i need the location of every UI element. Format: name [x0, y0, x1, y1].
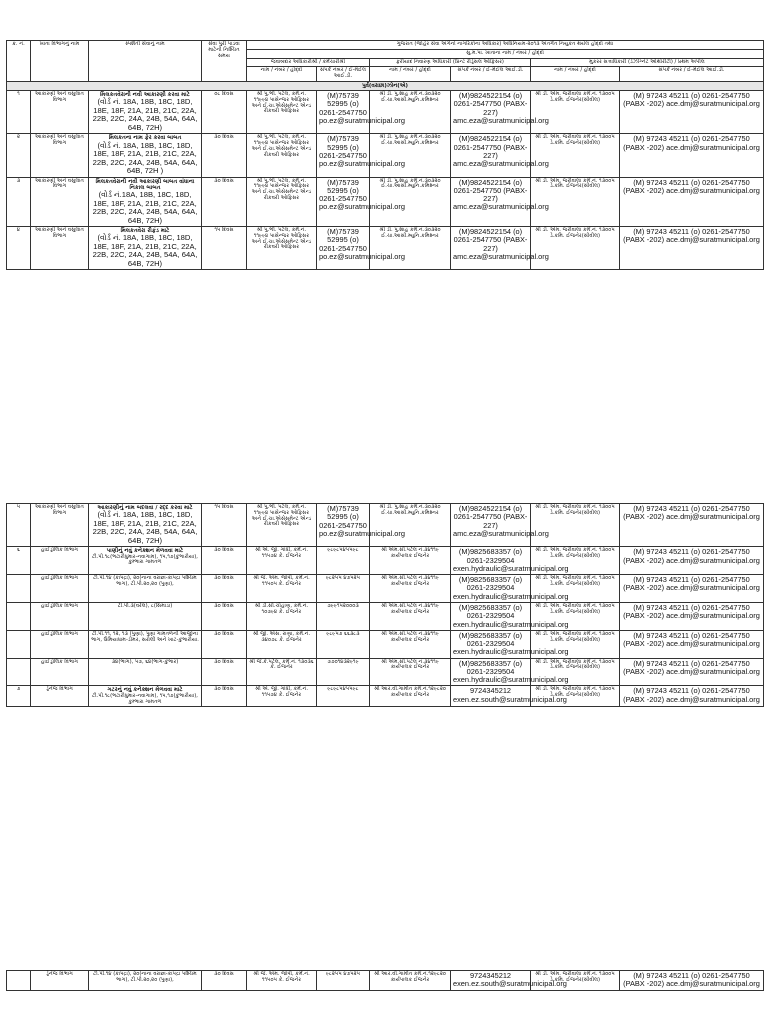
service-title: પાણીનું નવું કનેક્શન મેળવવા માટે: [106, 548, 184, 555]
cell-time: ૩૦ દિવસ: [202, 971, 247, 991]
cell-grievance-name: શ્રી આર.વી.ગામીત કર્મ.નં.૧૨૯૮૨૦ કાર્યપાલક ઈજનેર: [370, 971, 451, 991]
cell-designated-name: શ્રી ડી. એમ. જરીવાલા કર્મ.નં. ૧૩૦૦૫ ડે.કમિ. ઈજનેર(સીવીલ): [531, 602, 620, 630]
cell-responsible-contact: ૭૯૯૧૫૨૦૦૦૩: [317, 602, 370, 630]
cell-designated-name: શ્રી ડી. એમ. જરીવાલા કર્મ.નં. ૧૩૦૦૫ ડે.કમિ. ઈજનેર(સીવીલ): [531, 134, 620, 177]
cell-sr: ૨: [7, 134, 31, 177]
header-contact: સંપર્ક નંબર / ઈ-મેઈલ આઈ.ડી.: [620, 67, 764, 82]
cell-sr: [7, 658, 31, 686]
cell-designated-contact: (M) 97243 45211 (o) 0261-2547750 (PABX -202) ace.dmj@suratmunicipal.org: [620, 686, 764, 707]
rti-table-block: [6, 970, 764, 991]
cell-designated-name: શ્રી ડી. એમ. જરીવાલા કર્મ.નં. ૧૩૦૦૫ ડે.કમિ. ઈજનેર(સીવીલ): [531, 504, 620, 547]
cell-time: ૦૮ દિવસ: [202, 91, 247, 134]
cell-grievance-name: શ્રી ડી. પુ.શાહ કર્મ.નં.૩૦૩૨૦ ઈ.ચા.આસી.મ્યુનિ.કમિશ્નર: [370, 504, 451, 547]
cell-grievance-contact: (M)9824522154 (o) 0261-2547750 (PABX- 227) amc.eza@suratmunicipal.org: [451, 177, 531, 227]
cell-time: ૩૦ દિવસ: [202, 686, 247, 707]
cell-designated-contact: (M) 97243 45211 (o) 0261-2547750 (PABX -202) ace.dmj@suratmunicipal.org: [620, 658, 764, 686]
cell-service: [89, 227, 202, 270]
cell-designated-name: શ્રી ડી. એમ. જરીવાલા કર્મ.નં. ૧૩૦૦૫ ડે.કમિ. ઈજનેર(સીવીલ): [531, 971, 620, 991]
cell-responsible-name: શ્રી પુ.ભી. પટેલ, કર્મ.નં. ૧૧૯૯૪ પાસેન્જર ઓફિસર અને ઈ.ચા.એસેસમેન્ટ એન્ડ રીકવરી ઓફિસર: [247, 227, 317, 270]
cell-grievance-contact: (M)9824522154 (o) 0261-2547750 (PABX- 227) amc.eza@suratmunicipal.org: [451, 227, 531, 270]
cell-grievance-name: શ્રી ડી. પુ.શાહ કર્મ.નં.૩૦૩૨૦ ઈ.ચા.આસી.મ્યુનિ.કમિશ્નર: [370, 134, 451, 177]
cell-responsible-name: શ્રી જી. એસ. રાણા, કર્મ.નં. ૩૪૦૭૮ કે. ઈજનેર: [247, 630, 317, 658]
cell-grievance-contact: (M)9825683357 (o) 0261-2329504 exen.hydraulic@suratmunicipal.org: [451, 602, 531, 630]
cell-responsible-contact: (M)75739 52995 (o) 0261-2547750 po.ez@suratmunicipal.org: [317, 91, 370, 134]
header-subtitle: સુ.મ.પા. ખાતાના નામ / નંબર / હોદ્દો: [247, 49, 764, 58]
header-title: ગુજરાત (જાહેર સેવા અંગેનો નાગરિકોના અધિકાર) અધિનિયમ-૨૦૧૩ અંતર્ગત નિયુકત થયેલ હોદ્દો તથા: [247, 41, 764, 50]
cell-time: ૩૦ દિવસ: [202, 547, 247, 575]
cell-designated-contact: (M) 97243 45211 (o) 0261-2547750 (PABX -202) ace.dmj@suratmunicipal.org: [620, 227, 764, 270]
rti-table-block: [6, 503, 764, 707]
header-name: નામ / નંબર / હોદ્દો: [370, 67, 451, 82]
cell-grievance-name: શ્રી આર.વી.ગામીત કર્મ.નં.૧૨૯૮૨૦ કાર્યપાલક ઈજનેર: [370, 686, 451, 707]
cell-grievance-name: શ્રી એમ.સી.પટેલ નં.૩૪૧૧૯ કાર્યપાલક ઈજનેર: [370, 658, 451, 686]
table-row: [7, 658, 764, 686]
cell-responsible-contact: ૯૮૯૮૫૪૫૫૯૮: [317, 547, 370, 575]
cell-designated-name: શ્રી ડી. એમ. જરીવાલા કર્મ.નં. ૧૩૦૦૫ ડે.કમિ. ઈજનેર(સીવીલ): [531, 630, 620, 658]
cell-responsible-name: શ્રી એ. જી. ગાંધી, કર્મ.નં. ૧૧૫૭૪ કે. ઈજનેર: [247, 547, 317, 575]
cell-designated-contact: (M) 97243 45211 (o) 0261-2547750 (PABX -202) ace.dmj@suratmunicipal.org: [620, 971, 764, 991]
cell-grievance-name: શ્રી એમ.સી.પટેલ નં.૩૪૧૧૯ કાર્યપાલક ઈજનેર: [370, 630, 451, 658]
rti-table-block: [6, 90, 764, 270]
cell-time: ૧૫ દિવસ: [202, 227, 247, 270]
cell-responsible-contact: ૯૮૨૫૫ ૪૭૫૨૫: [317, 971, 370, 991]
cell-department: આકારણી અને વસુલાત વિભાગ: [31, 504, 89, 547]
header-designated: મુકરર સત્તાધિકારી (ડેઝીગ્નેટ ઓથોરીટી) / પ્રથમ અપીલ: [531, 58, 764, 67]
cell-designated-name: શ્રી ડી. એમ. જરીવાલા કર્મ.નં. ૧૩૦૦૫ ડે.કમિ. ઈજનેર(સીવીલ): [531, 575, 620, 603]
cell-grievance-contact: (M)9825683357 (o) 0261-2329504 exen.hydraulic@suratmunicipal.org: [451, 547, 531, 575]
cell-time: ૩૦ દિવસ: [202, 177, 247, 227]
cell-designated-name: શ્રી ડી. એમ. જરીવાલા કર્મ.નં. ૧૩૦૦૫ ડે.કમિ. ઈજનેર(સીવીલ): [531, 177, 620, 227]
cell-grievance-name: શ્રી ડી. પુ.શાહ કર્મ.નં.૩૦૩૨૦ ઈ.ચા.આસી.મ્યુનિ.કમિશ્નર: [370, 91, 451, 134]
cell-time: ૩૦ દિવસ: [202, 658, 247, 686]
cell-department: હાઈડ્રોલિક વિભાગ: [31, 658, 89, 686]
service-area: ટી.પી.૧૪ (કાપદ્રા), ૨૦(નાના વરાછા-કાપદ્રા પશ્ચિમ ભાગ), ટી.પી.૨૦,૨૦ (પુણા),: [93, 971, 197, 983]
cell-sr: [7, 575, 31, 603]
cell-grievance-contact: (M)9824522154 (o) 0261-2547750 (PABX- 227) amc.eza@suratmunicipal.org: [451, 504, 531, 547]
table-row: [7, 504, 764, 547]
cell-sr: [7, 971, 31, 991]
cell-department: આકારણી અને વસુલાત વિભાગ: [31, 91, 89, 134]
cell-sr: [7, 602, 31, 630]
table-row: [7, 177, 764, 227]
cell-grievance-contact: (M)9825683357 (o) 0261-2329504 exen.hydraulic@suratmunicipal.org: [451, 630, 531, 658]
cell-designated-name: શ્રી ડી. એમ. જરીવાલા કર્મ.નં. ૧૩૦૦૫ ડે.કમિ. ઈજનેર(સીવીલ): [531, 658, 620, 686]
cell-service: [89, 504, 202, 547]
service-wards: (વોર્ડ નં.18A, 18B, 18C, 18D, 18E, 18F, 21A, 21B, 21C, 22A, 22B, 22C, 24A, 24B, 54A, 64A, 64B, 72H): [92, 190, 198, 225]
cell-sr: [7, 630, 31, 658]
table-row: [7, 227, 764, 270]
service-wards: (વોર્ડ નં. 18A, 18B, 18C, 18D, 18E, 18F, 21A, 21B, 21C, 22A, 22B, 22C, 24A, 24B, 54A, 64A, 64B, 72H): [92, 97, 198, 132]
header-name: નામ / નંબર / હોદ્દો: [247, 67, 317, 82]
table-row: [7, 602, 764, 630]
cell-designated-contact: (M) 97243 45211 (o) 0261-2547750 (PABX -202) ace.dmj@suratmunicipal.org: [620, 630, 764, 658]
service-title: મિલકતવેરાની નવી આકારણી બાબત વાંધાના નિકાલ બાબત: [95, 178, 195, 191]
cell-grievance-name: શ્રી એમ.સી.પટેલ નં.૩૪૧૧૯ કાર્યપાલક ઈજનેર: [370, 575, 451, 603]
cell-time: ૩૦ દિવસ: [202, 602, 247, 630]
service-area: ટી.પી.૧૮(ભટારીધુમાર-નવાગામ), ૧૫,૧૭(કુંભારીયા), કુમ્ભારા ગામતળ: [92, 692, 198, 705]
cell-designated-contact: (M) 97243 45211 (o) 0261-2547750 (PABX -202) ace.dmj@suratmunicipal.org: [620, 602, 764, 630]
cell-designated-contact: (M) 97243 45211 (o) 0261-2547750 (PABX -202) ace.dmj@suratmunicipal.org: [620, 504, 764, 547]
cell-service: [89, 630, 202, 658]
cell-service: [89, 134, 202, 177]
header-time: સેવા પુરી પાડવા માટેની નિશ્ચિત સમય: [202, 41, 247, 82]
cell-department: આકારણી અને વસુલાત વિભાગ: [31, 227, 89, 270]
cell-designated-contact: (M) 97243 45211 (o) 0261-2547750 (PABX -202) ace.dmj@suratmunicipal.org: [620, 177, 764, 227]
cell-sr: ૬: [7, 547, 31, 575]
header-grievance: ફરીયાદ નિવારણ અધિકારી (પ્રિન્ટ રીડ્રેસલ ઓફિસર): [370, 58, 531, 67]
cell-grievance-name: શ્રી ડી. પુ.શાહ કર્મ.નં.૩૦૩૨૦ ઈ.ચા.આસી.મ્યુનિ.કમિશ્નર: [370, 227, 451, 270]
cell-designated-name: શ્રી ડી. એમ. જરીવાલા કર્મ.નં. ૧૩૦૦૫ ડે.કમિ. ઈજનેર(સીવીલ): [531, 686, 620, 707]
cell-responsible-name: શ્રી પુ.ભી. પટેલ, કર્મ.નં. ૧૧૯૯૪ પાસેન્જર ઓફિસર અને ઈ.ચા.એસેસમેન્ટ એન્ડ રીકવરી ઓફિસર: [247, 134, 317, 177]
table-row: [7, 630, 764, 658]
cell-department: ડ્રેનેજ વિભાગ: [31, 686, 89, 707]
cell-responsible-name: શ્રી જે.કે.પટેલ, કર્મ.નં. ૧૩૦૩૬ કે. ઈજનેર: [247, 658, 317, 686]
cell-service: [89, 91, 202, 134]
cell-responsible-name: શ્રી ડી.સી.ચૌહાણ, કર્મ.નં. ૧૦૭૯૪ કે. ઈજનેર: [247, 602, 317, 630]
header-department: ખાતા વિભાગનું નામ: [31, 41, 89, 82]
cell-time: ૩૦ દિવસ: [202, 630, 247, 658]
cell-grievance-contact: 9724345212 exen.ez.south@suratmunicipal.org: [451, 686, 531, 707]
cell-time: ૧૫ દિવસ: [202, 504, 247, 547]
cell-time: ૩૦ દિવસ: [202, 134, 247, 177]
cell-service: [89, 602, 202, 630]
cell-sr: ૩: [7, 177, 31, 227]
service-wards: (વોર્ડ નં. 18A, 18B, 18C, 18D, 18E, 18F, 21A, 21B, 21C, 22A, 22B, 22C, 24A, 24B, 54A, 64A, 64B, 72H ): [92, 140, 198, 175]
header-contact: સંપર્ક નંબર / ઈ-મેઈલ આઈ.ડી.: [451, 67, 531, 82]
cell-responsible-name: શ્રી જે. એમ. જાષી, કર્મ.નં. ૧૧૫૦૫ કે. ઈજનેર: [247, 575, 317, 603]
cell-responsible-contact: ૯૮૯૫૭ ૬૬૩૮૩: [317, 630, 370, 658]
cell-department: હાઈડ્રોલિક વિભાગ: [31, 602, 89, 630]
service-area: ટી.પી.૧૪ (કાપદ્રા), ૨૦(નાના વરાછા-કાપદ્રા પશ્ચિમ ભાગ), ટી.પી.૨૦,૨૦ (પુણા),: [93, 575, 197, 587]
cell-grievance-name: શ્રી એમ.સી.પટેલ નં.૩૪૧૧૯ કાર્યપાલક ઈજનેર: [370, 547, 451, 575]
service-title: મિલકતવેરા રીફંડ માટે: [120, 228, 170, 234]
service-title: આકારણીનું નામ બદલવા / રદ્દ કરવા માટે: [97, 505, 193, 511]
cell-department: હાઈડ્રોલિક વિભાગ: [31, 630, 89, 658]
cell-responsible-contact: ૭૭૦૧૪૩૨૯૧૯: [317, 658, 370, 686]
cell-department: ડ્રેનેજ વિભાગ: [31, 971, 89, 991]
cell-responsible-contact: (M)75739 52995 (o) 0261-2547750 po.ez@suratmunicipal.org: [317, 227, 370, 270]
header-name: નામ / નંબર / હોદ્દો: [531, 67, 620, 82]
cell-responsible-name: શ્રી એ. જી. ગાંધી, કર્મ.નં. ૧૧૫૭૪ કે. ઈજનેર: [247, 686, 317, 707]
cell-responsible-contact: (M)75739 52995 (o) 0261-2547750 po.ez@suratmunicipal.org: [317, 177, 370, 227]
cell-responsible-contact: (M)75739 52995 (o) 0261-2547750 po.ez@suratmunicipal.org: [317, 504, 370, 547]
cell-designated-name: શ્રી ડી. એમ. જરીવાલા કર્મ.નં. ૧૩૦૦૫ ડે.કમિ. ઈજનેર(સીવીલ): [531, 547, 620, 575]
cell-time: ૩૦ દિવસ: [202, 575, 247, 603]
service-area: ટી.પી.૧૮(ભટારીધુમાર-નવાગામ), ૧૫,૧૭(કુંભારીયા), કુમ્ભારા ગામતળ: [92, 553, 198, 566]
cell-sr: ૪: [7, 227, 31, 270]
cell-designated-contact: (M) 97243 45211 (o) 0261-2547750 (PABX -202) ace.dmj@suratmunicipal.org: [620, 575, 764, 603]
cell-designated-contact: (M) 97243 45211 (o) 0261-2547750 (PABX -202) ace.dmj@suratmunicipal.org: [620, 547, 764, 575]
cell-department: હાઈડ્રોલિક વિભાગ: [31, 547, 89, 575]
service-wards: (વોર્ડ નં. 18A, 18B, 18C, 18D, 18E, 18F, 21A, 21B, 21C, 22A, 22B, 22C, 24A, 24B, 54A, 64A, 64B, 72H): [92, 233, 198, 268]
cell-responsible-contact: ૯૮૯૮૫૪૫૫૯૮: [317, 686, 370, 707]
header-responsible: જવાબદાર અધિકારીશ્રી / કર્મચારીશ્રી: [247, 58, 370, 67]
cell-sr: ૫: [7, 504, 31, 547]
header-contact: સંપર્ક નંબર / ઈ-મેઈલ આઈ.ડી.: [317, 67, 370, 82]
cell-service: [89, 575, 202, 603]
table-row: [7, 686, 764, 707]
cell-grievance-name: શ્રી ડી. પુ.શાહ કર્મ.નં.૩૦૩૨૦ ઈ.ચા.આસી.મ્યુનિ.કમિશ્નર: [370, 177, 451, 227]
cell-grievance-contact: (M)9824522154 (o) 0261-2547750 (PABX- 227) amc.eza@suratmunicipal.org: [451, 91, 531, 134]
cell-responsible-name: શ્રી પુ.ભી. પટેલ, કર્મ.નં. ૧૧૯૯૪ પાસેન્જર ઓફિસર અને ઈ.ચા.એસેસમેન્ટ એન્ડ રીકવરી ઓફિસર: [247, 91, 317, 134]
cell-service: [89, 971, 202, 991]
cell-service: [89, 177, 202, 227]
cell-grievance-contact: (M)9824522154 (o) 0261-2547750 (PABX- 227) amc.eza@suratmunicipal.org: [451, 134, 531, 177]
service-title: મિલકતના નામ ફેર કરવા બાબત: [108, 135, 182, 142]
cell-service: [89, 686, 202, 707]
table-row: [7, 971, 764, 991]
section-title: પુર્વ(વરાછા)ઝોન(એ): [7, 82, 764, 91]
table-row: [7, 575, 764, 603]
cell-designated-contact: (M) 97243 45211 (o) 0261-2547750 (PABX -202) ace.dmj@suratmunicipal.org: [620, 134, 764, 177]
cell-grievance-contact: 9724345212 exen.ez.south@suratmunicipal.org: [451, 971, 531, 991]
cell-department: હાઈડ્રોલિક વિભાગ: [31, 575, 89, 603]
header-row-1: [7, 41, 764, 50]
cell-designated-contact: (M) 97243 45211 (o) 0261-2547750 (PABX -202) ace.dmj@suratmunicipal.org: [620, 91, 764, 134]
cell-grievance-name: શ્રી એમ.સી.પટેલ નં.૩૪૧૧૯ કાર્યપાલક ઈજનેર: [370, 602, 451, 630]
cell-responsible-name: શ્રી પુ.ભી. પટેલ, કર્મ.નં. ૧૧૯૯૪ પાસેન્જર ઓફિસર અને ઈ.ચા.એસેસમેન્ટ એન્ડ રીકવરી ઓફિસર: [247, 177, 317, 227]
rti-header-table: [6, 40, 764, 91]
cell-grievance-contact: (M)9825683357 (o) 0261-2329504 exen.hydraulic@suratmunicipal.org: [451, 575, 531, 603]
table-row: [7, 547, 764, 575]
cell-department: આકારણી અને વસુલાત વિભાગ: [31, 134, 89, 177]
cell-responsible-name: શ્રી જે. એમ. જાષી, કર્મ.નં. ૧૧૫૦૫ કે. ઈજનેર: [247, 971, 317, 991]
cell-sr: ૧: [7, 91, 31, 134]
service-area: ટી.પી.૧૧, ૧૨, ૧૩ (પુણા), પુણા ગામતળની આજીના ભાગ, ઉમિયાધામ-ડીમર, સરોલી અને ખાટ-કુંભારીયા.: [91, 630, 199, 643]
cell-sr: ૭: [7, 686, 31, 707]
service-title: મિલકતવેરાની નવી આકારણી કરવા માટે: [100, 92, 190, 98]
cell-responsible-contact: (M)75739 52995 (o) 0261-2547750 po.ez@suratmunicipal.org: [317, 134, 370, 177]
cell-grievance-contact: (M)9825683357 (o) 0261-2329504 exen.hydraulic@suratmunicipal.org: [451, 658, 531, 686]
service-area: ટી.પી.૩(વરેલ), ૮(સિમાડા): [117, 602, 173, 609]
cell-department: આકારણી અને વસુલાત વિભાગ: [31, 177, 89, 227]
cell-service: [89, 547, 202, 575]
service-wards: (વોર્ડ નં. 18A, 18B, 18C, 18D, 18E, 18F, 21A, 21B, 21C, 22A, 22B, 22C, 24A, 24B, 54A, 64A, 64B, 72H): [92, 510, 198, 545]
cell-designated-name: શ્રી ડી. એમ. જરીવાલા કર્મ.નં. ૧૩૦૦૫ ડે.કમિ. ઈજનેર(સીવીલ): [531, 91, 620, 134]
header-sr: ક્ર. નં.: [7, 41, 31, 82]
table-row: [7, 91, 764, 134]
header-service: સ્પર્શતી સેવાનું નામ: [89, 41, 202, 82]
table-row: [7, 134, 764, 177]
cell-designated-name: શ્રી ડી. એમ. જરીવાલા કર્મ.નં. ૧૩૦૦૫ ડે.કમિ. ઈજનેર(સીવીલ): [531, 227, 620, 270]
service-title: ગટરનું નવું કનેક્શન મેળવવા માટે: [107, 687, 183, 694]
cell-responsible-name: શ્રી પુ.ભી. પટેલ, કર્મ.નં. ૧૧૯૯૪ પાસેન્જર ઓફિસર અને ઈ.ચા.એસેસમેન્ટ એન્ડ રીકવરી ઓફિસર: [247, 504, 317, 547]
cell-responsible-contact: ૯૮૨૫૫ ૪૭૫૨૫: [317, 575, 370, 603]
service-area: ૩૪(ભાગ), ૫૭, ૬૪(ભાગ-કુંભાર): [111, 658, 179, 665]
cell-service: [89, 658, 202, 686]
